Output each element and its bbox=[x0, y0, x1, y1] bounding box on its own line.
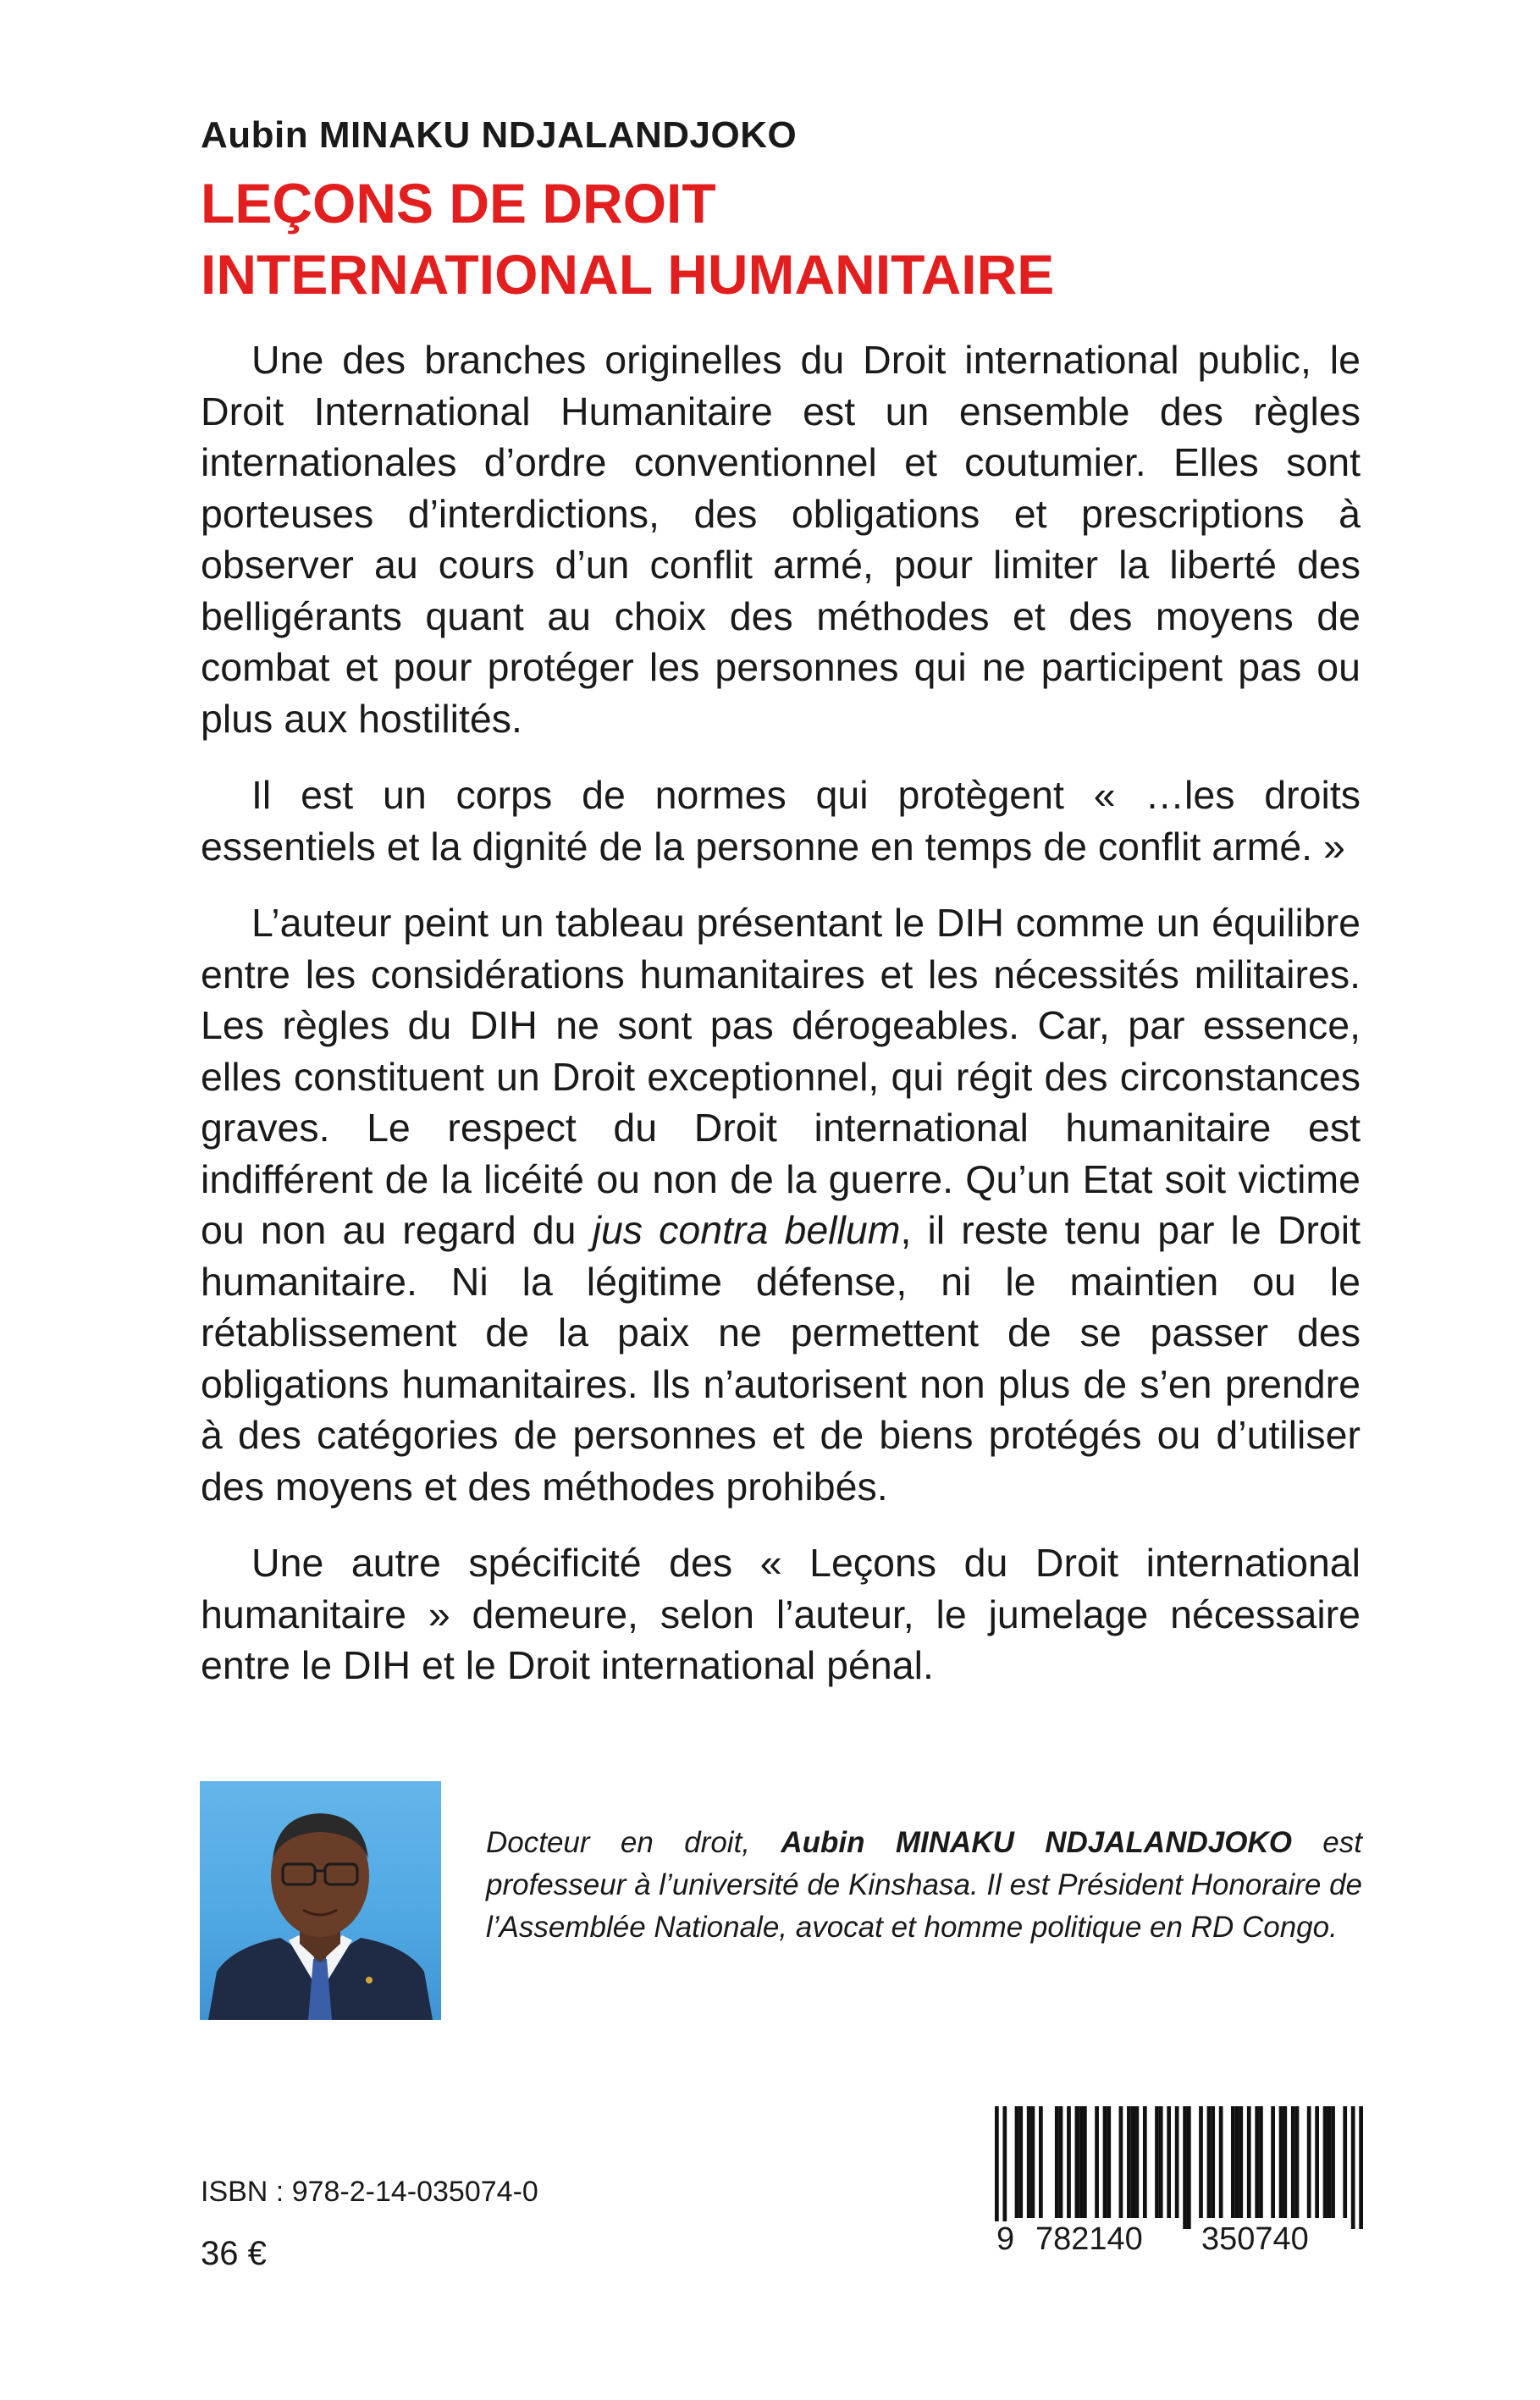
book-title-line-2: INTERNATIONAL HUMANITAIRE bbox=[201, 243, 1055, 306]
barcode-digit-group-2: 350740 bbox=[1201, 2221, 1309, 2257]
book-title bbox=[201, 168, 1054, 310]
barcode-bar bbox=[1103, 2106, 1107, 2218]
barcode-bar bbox=[1359, 2106, 1363, 2229]
barcode-bar bbox=[1247, 2106, 1251, 2218]
barcode-bar bbox=[1039, 2106, 1043, 2218]
barcode-bar bbox=[1183, 2106, 1187, 2229]
barcode-bar bbox=[1143, 2106, 1147, 2218]
summary-paragraph-1: Une des branches originelles du Droit international public, le Droit International Humanitaire est un ensemble des règles internationales d’ordre conventionnel et coutumier. Elles sont porteuses d’interdictions, des obligations et prescriptions à observer au cours d’un conflit armé, pour limiter la liberté des belligérants quant au choix des méthodes et des moyens de combat et pour protéger les personnes qui ne participent pas ou plus aux hostilités. bbox=[201, 338, 1361, 741]
barcode-bar bbox=[1018, 2106, 1023, 2218]
author-name: Aubin MINAKU NDJALANDJOKO bbox=[201, 114, 798, 156]
barcode-bar bbox=[1211, 2106, 1215, 2218]
barcode-bar bbox=[1159, 2106, 1163, 2218]
barcode-bar bbox=[1279, 2106, 1283, 2218]
barcode-bar bbox=[1095, 2106, 1099, 2218]
barcode-bar bbox=[1235, 2106, 1239, 2218]
barcode-bar bbox=[1055, 2106, 1059, 2218]
barcode-bar bbox=[1351, 2106, 1355, 2229]
barcode-bar bbox=[1323, 2106, 1327, 2218]
barcode-bar bbox=[1155, 2106, 1159, 2218]
bio-text: est professeur à l’université de Kinshasa. Il est Président Honoraire de l’Assemblée Nationale, avocat et homme politique en RD Congo. bbox=[486, 1826, 1362, 1944]
author-photo bbox=[200, 1781, 441, 2020]
barcode-bar bbox=[1343, 2106, 1347, 2218]
barcode-bar bbox=[1239, 2106, 1243, 2218]
barcode-bars bbox=[995, 2106, 1363, 2229]
barcode-bar bbox=[1295, 2106, 1300, 2218]
barcode-bar bbox=[1259, 2106, 1263, 2218]
barcode-bar bbox=[1002, 2106, 1007, 2229]
barcode-bar bbox=[1327, 2106, 1331, 2218]
barcode-bar bbox=[1331, 2106, 1335, 2218]
summary-paragraph-2: Il est un corps de normes qui protègent « …les droits essentiels et la dignité de la personne en temps de conflit armé. » bbox=[201, 773, 1361, 869]
barcode-bar bbox=[1271, 2106, 1275, 2218]
summary-paragraph-3-part-1: L’auteur peint un tableau présentant le DIH comme un équilibre entre les considérations humanitaires et les nécessités militaires. Les règles du DIH ne sont pas dérogeables. Car, par essence, elles constituent un Droit exceptionnel, qui régit des circonstances graves. Le respect du Droit international humanitaire est indifférent de la licéité ou non de la guerre. Qu’un Etat soit victime ou non au regard du bbox=[201, 901, 1361, 1252]
barcode-bar bbox=[1083, 2106, 1087, 2218]
barcode-bar bbox=[1107, 2106, 1111, 2218]
barcode-bar bbox=[1015, 2106, 1019, 2218]
barcode-bar bbox=[1231, 2106, 1235, 2218]
barcode-bar bbox=[1119, 2106, 1123, 2218]
barcode-bar bbox=[1127, 2106, 1131, 2218]
barcode-bar bbox=[1175, 2106, 1179, 2218]
author-biography bbox=[486, 1822, 1362, 1949]
bio-prefix: Docteur en droit, bbox=[486, 1826, 781, 1859]
barcode-bar bbox=[1291, 2106, 1295, 2218]
barcode-bar bbox=[1283, 2106, 1287, 2218]
barcode-bar bbox=[1134, 2106, 1139, 2218]
barcode-bar bbox=[1207, 2106, 1212, 2218]
barcode-bar bbox=[1027, 2106, 1031, 2218]
barcode-bar bbox=[1187, 2106, 1191, 2229]
summary-paragraph-3 bbox=[201, 897, 1361, 1512]
barcode-bar bbox=[1079, 2106, 1083, 2218]
barcode-bar bbox=[1059, 2106, 1063, 2218]
book-title-line-1: LEÇONS DE DROIT bbox=[201, 172, 716, 234]
bio-author-name: Aubin MINAKU NDJALANDJOKO bbox=[781, 1826, 1292, 1859]
summary-paragraph-3-latin-term: jus contra bellum bbox=[592, 1208, 901, 1252]
barcode-digit-group-1: 782140 bbox=[1035, 2221, 1143, 2257]
barcode-bar bbox=[1219, 2106, 1223, 2218]
summary-paragraph-3-part-2: , il reste tenu par le Droit humanitaire. Ni la légitime défense, ni le maintien ou le rétablissement de la paix ne permettent de se passer des obligations humanitaires. Ils n’autorisent non plus de s’en prendre à des catégories de personnes et de biens protégés ou d’utiliser des moyens et des méthodes prohibés. bbox=[201, 1208, 1361, 1509]
barcode-digit-first: 9 bbox=[996, 2221, 1015, 2257]
barcode-bar bbox=[995, 2106, 999, 2229]
barcode-bar bbox=[1255, 2106, 1259, 2218]
barcode-bar bbox=[1067, 2106, 1071, 2218]
barcode-bar bbox=[1315, 2106, 1319, 2218]
price: 36 € bbox=[201, 2235, 267, 2272]
barcode-bar bbox=[1031, 2106, 1035, 2218]
summary-paragraph-4: Une autre spécificité des « Leçons du Droit international humanitaire » demeure, selon l’auteur, le jumelage nécessaire entre le DIH et le Droit international pénal. bbox=[201, 1541, 1361, 1687]
barcode-bar bbox=[1167, 2106, 1171, 2218]
barcode-bar bbox=[1131, 2106, 1135, 2218]
barcode-bar bbox=[1199, 2106, 1203, 2218]
isbn: ISBN : 978-2-14-035074-0 bbox=[201, 2176, 538, 2208]
author-portrait-illustration bbox=[200, 1781, 441, 2020]
back-cover-summary bbox=[201, 334, 1361, 1717]
barcode-bar bbox=[1307, 2106, 1311, 2218]
barcode-bar bbox=[1075, 2106, 1079, 2218]
